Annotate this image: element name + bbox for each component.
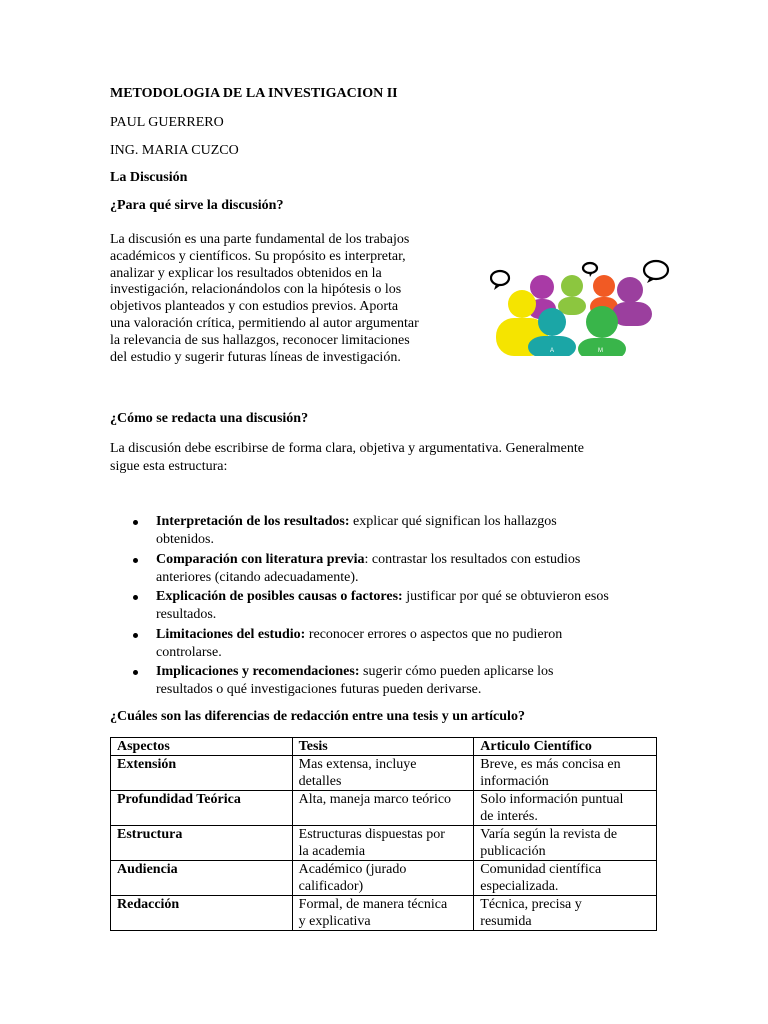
cell-line: resumida: [480, 914, 532, 929]
person-badge-m: M: [598, 348, 603, 354]
column-header: Tesis: [292, 738, 474, 756]
paragraph-line: analizar y explicar los resultados obtenidos en la: [110, 265, 382, 281]
paragraph-line: del estudio y sugerir futuras líneas de investigación.: [110, 349, 401, 365]
column-header: Articulo Científico: [474, 738, 657, 756]
speech-bubble-icon: [644, 261, 668, 279]
person-badge-a: A: [550, 348, 555, 354]
aspect-cell: Profundidad Teórica: [111, 791, 293, 826]
cell-line: la academia: [298, 844, 366, 859]
list-item: [110, 513, 670, 549]
cell-line: Alta, maneja marco teórico: [298, 792, 452, 807]
paragraph-line: una valoración crítica, permitiendo al autor argumentar: [110, 315, 419, 331]
cell-line: Estructuras dispuestas por: [298, 827, 445, 842]
cell-line: información: [480, 774, 549, 789]
item-term: Implicaciones y recomendaciones:: [156, 664, 360, 680]
column-header: Aspectos: [111, 738, 293, 756]
item-text-cont: controlarse.: [156, 644, 222, 660]
paragraph-line: La discusión es una parte fundamental de los trabajos: [110, 232, 410, 247]
tesis-cell: [292, 861, 474, 896]
speech-bubble-icon: [583, 263, 597, 273]
cell-line: y explicativa: [298, 914, 371, 929]
bullet-icon: [133, 558, 138, 563]
table-row: [111, 896, 657, 931]
item-text: reconocer errores o aspectos que no pudieron: [305, 626, 563, 642]
comparison-table: [110, 737, 657, 931]
aspect-cell: Redacción: [111, 896, 293, 931]
paragraph-line: objetivos planteados y con estudios previos. Aporta: [110, 299, 399, 315]
item-text-cont: anteriores (citando adecuadamente).: [156, 569, 359, 585]
table-row: [111, 861, 657, 896]
item-term: Limitaciones del estudio:: [156, 626, 306, 642]
cell-line: especializada.: [480, 879, 559, 894]
cell-line: Varía según la revista de: [480, 827, 618, 842]
tesis-cell: [292, 791, 474, 826]
question-heading-how: ¿Cómo se redacta una discusión?: [110, 411, 309, 426]
person-icon: [586, 306, 618, 338]
course-title: METODOLOGIA DE LA INVESTIGACION II: [110, 86, 398, 101]
person-icon: [530, 275, 554, 299]
paragraph-line: sigue esta estructura:: [110, 459, 228, 474]
person-icon: [561, 275, 583, 297]
tesis-cell: [292, 756, 474, 791]
articulo-cell: [474, 861, 657, 896]
tesis-cell: [292, 826, 474, 861]
aspect-cell: Extensión: [111, 756, 293, 791]
structure-list: [110, 513, 670, 701]
bullet-icon: [133, 633, 138, 638]
bullet-icon: [133, 670, 138, 675]
cell-line: calificador): [298, 879, 364, 894]
list-item: [110, 626, 670, 662]
cell-line: Breve, es más concisa en: [480, 757, 621, 772]
cell-line: publicación: [480, 844, 546, 859]
person-icon: [617, 277, 643, 303]
cell-line: Formal, de manera técnica: [298, 897, 448, 912]
question-heading-purpose: ¿Para qué sirve la discusión?: [110, 198, 284, 213]
section-title: La Discusión: [110, 170, 188, 185]
item-text: explicar qué significan los hallazgos: [349, 514, 557, 529]
aspect-cell: Estructura: [111, 826, 293, 861]
item-text-cont: obtenidos.: [156, 532, 214, 547]
cell-line: Solo información puntual: [480, 792, 624, 807]
cell-line: Académico (jurado: [298, 862, 407, 877]
item-text-cont: resultados.: [156, 607, 217, 623]
list-item: [110, 588, 670, 624]
item-text-cont: resultados o qué investigaciones futuras pueden derivarse.: [156, 682, 482, 698]
item-term: Explicación de posibles causas o factores:: [156, 589, 403, 605]
bullet-icon: [133, 520, 138, 525]
cell-line: Técnica, precisa y: [480, 897, 582, 912]
item-term: Interpretación de los resultados:: [156, 514, 350, 529]
person-icon: [593, 275, 615, 297]
teacher-name: ING. MARIA CUZCO: [110, 143, 239, 158]
how-paragraph: [110, 440, 650, 476]
item-text: : contrastar los resultados con estudios: [364, 551, 581, 567]
discussion-people-icon: [490, 256, 675, 356]
articulo-cell: [474, 826, 657, 861]
cell-line: detalles: [298, 774, 342, 789]
speech-bubble-icon: [491, 271, 509, 285]
purpose-paragraph: [110, 232, 455, 366]
list-item: [110, 663, 670, 699]
person-icon: [538, 308, 566, 336]
cell-line: Mas extensa, incluye: [298, 757, 417, 772]
item-text: justificar por qué se obtuvieron esos: [402, 589, 609, 605]
student-name: PAUL GUERRERO: [110, 115, 224, 130]
table-row: [111, 826, 657, 861]
aspect-cell: Audiencia: [111, 861, 293, 896]
table-row: [111, 791, 657, 826]
item-term: Comparación con literatura previa: [156, 551, 365, 567]
cell-line: Comunidad científica: [480, 862, 602, 877]
bullet-icon: [133, 595, 138, 600]
list-item: [110, 551, 670, 587]
articulo-cell: [474, 756, 657, 791]
paragraph-line: La discusión debe escribirse de forma clara, objetiva y argumentativa. Generalmente: [110, 441, 584, 456]
table-row: [111, 756, 657, 791]
person-icon: [508, 290, 536, 318]
articulo-cell: [474, 896, 657, 931]
paragraph-line: académicos y científicos. Su propósito es interpretar,: [110, 248, 406, 264]
articulo-cell: [474, 791, 657, 826]
cell-line: de interés.: [480, 809, 538, 824]
table-header-row: [111, 738, 657, 756]
tesis-cell: [292, 896, 474, 931]
question-heading-differences: ¿Cuáles son las diferencias de redacción entre una tesis y un artículo?: [110, 709, 525, 724]
paragraph-line: la relevancia de sus hallazgos, reconocer limitaciones: [110, 332, 410, 348]
paragraph-line: investigación, relacionándolos con la hipótesis o los: [110, 282, 402, 298]
item-text: sugerir cómo pueden aplicarse los: [359, 664, 554, 680]
